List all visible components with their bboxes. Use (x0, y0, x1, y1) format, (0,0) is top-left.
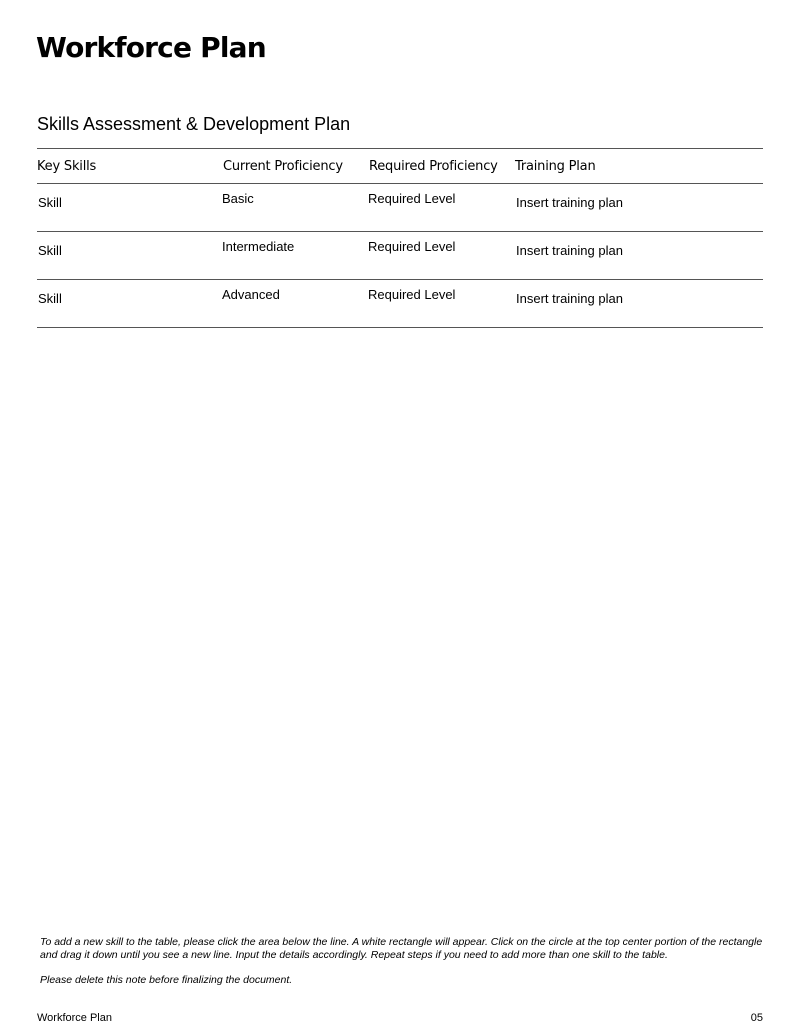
table-row (37, 184, 763, 232)
footer-document-name: Workforce Plan (37, 1012, 112, 1024)
table-row (37, 232, 763, 280)
skills-table (37, 148, 763, 328)
cell-current-proficiency[interactable]: Advanced (222, 287, 280, 302)
delete-note: Please delete this note before finalizing the document. (40, 974, 293, 986)
cell-skill[interactable]: Skill (38, 243, 62, 258)
cell-current-proficiency[interactable]: Basic (222, 191, 254, 206)
header-key-skills: Key Skills (37, 159, 97, 174)
table-row (37, 280, 763, 328)
header-current-proficiency: Current Proficiency (223, 159, 343, 174)
cell-current-proficiency[interactable]: Intermediate (222, 239, 295, 254)
cell-required-proficiency[interactable]: Required Level (368, 287, 456, 302)
cell-training-plan[interactable]: Insert training plan (516, 291, 623, 306)
cell-required-proficiency[interactable]: Required Level (368, 239, 456, 254)
document-title: Workforce Plan (36, 31, 266, 64)
section-title: Skills Assessment & Development Plan (37, 114, 351, 134)
cell-skill[interactable]: Skill (38, 291, 62, 306)
header-required-proficiency: Required Proficiency (369, 159, 498, 174)
footer-page-number: 05 (750, 1012, 763, 1024)
table-header (37, 149, 763, 184)
cell-skill[interactable]: Skill (38, 195, 62, 210)
instruction-note: To add a new skill to the table, please click the area below the line. A white rectangle will appear. Click on the circle at the top center portion of the rectangle and drag it down until you see a new line. Input the details accordingly. Repeat steps if you need to add more than one skill to the table. (40, 936, 763, 961)
header-training-plan: Training Plan (515, 159, 596, 174)
cell-training-plan[interactable]: Insert training plan (516, 195, 623, 210)
cell-training-plan[interactable]: Insert training plan (516, 243, 623, 258)
cell-required-proficiency[interactable]: Required Level (368, 191, 456, 206)
